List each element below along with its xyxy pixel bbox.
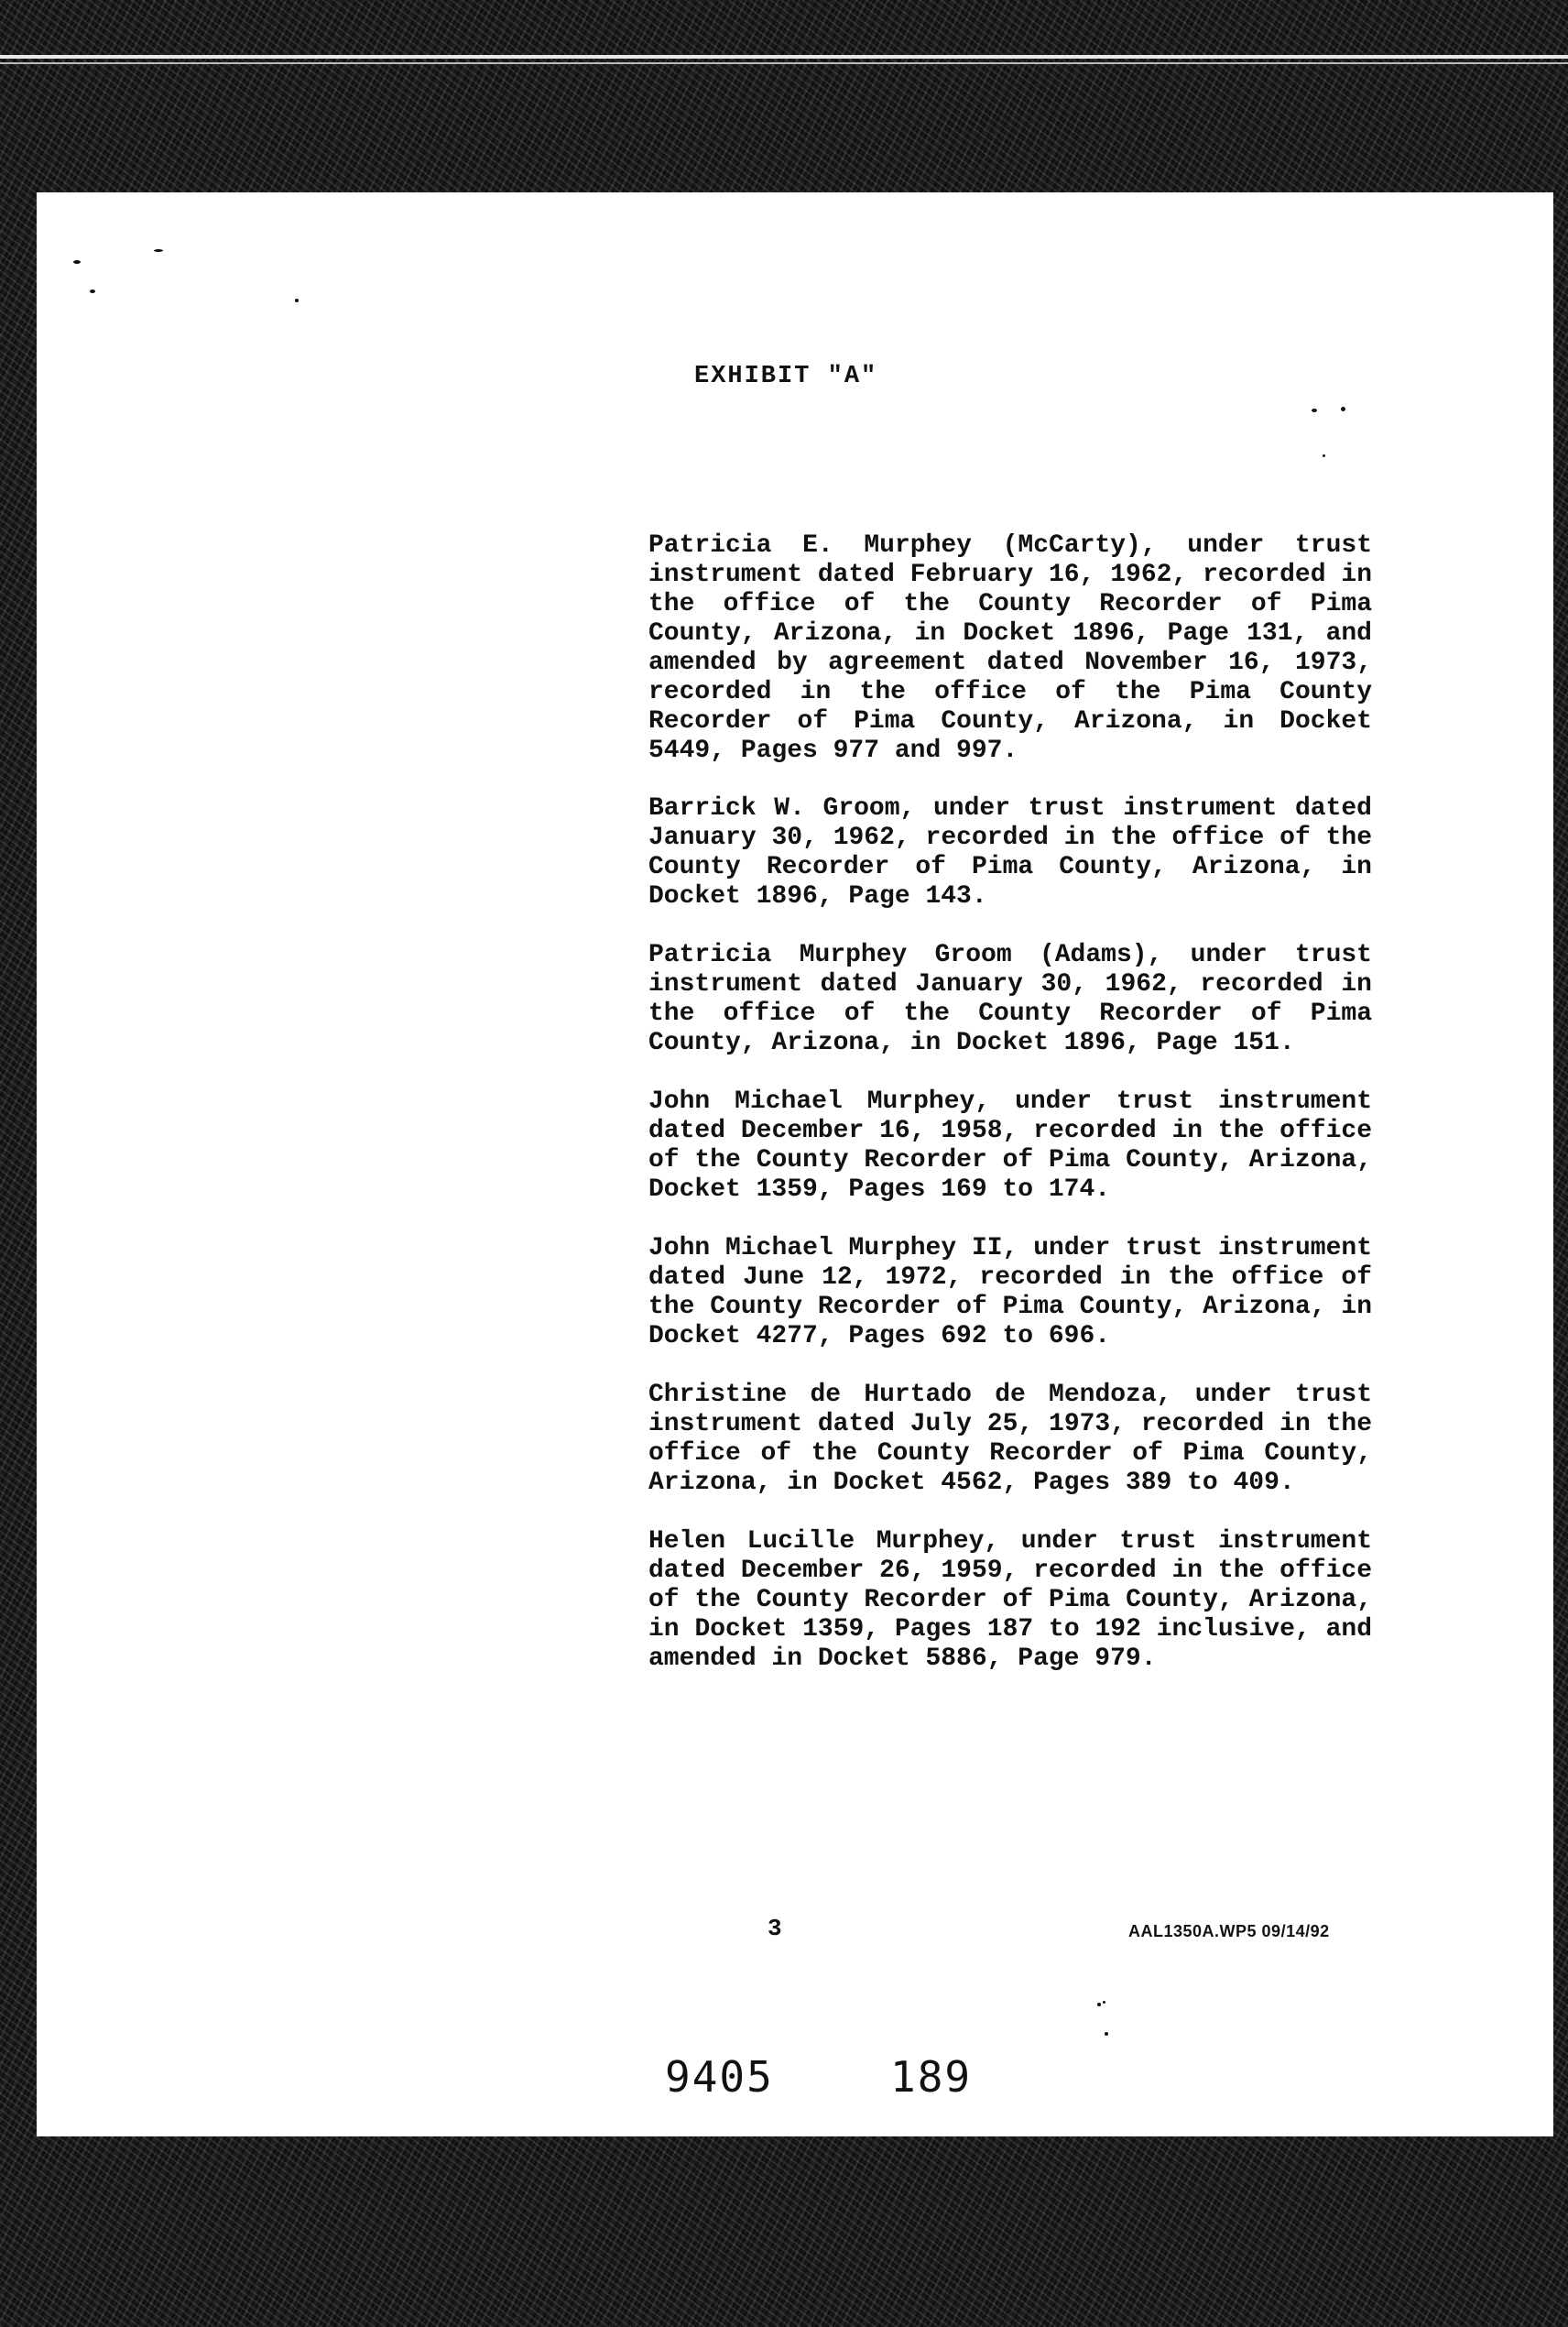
scan-speck — [1312, 409, 1317, 412]
scan-speck — [1341, 407, 1345, 411]
scan-speck — [1105, 2032, 1108, 2036]
page-number: 3 — [768, 1915, 782, 1942]
scan-speck — [295, 299, 299, 302]
trust-entry: Christine de Hurtado de Mendoza, under trust instrument dated July 25, 1973, recorded in the office of the County Recorder of Pima County, Arizona, in Docket 4562, Pages 389 to 409. — [648, 1381, 1372, 1497]
trust-entry: Helen Lucille Murphey, under trust instrument dated December 26, 1959, recorded in the office of the County Recorder of Pima County, Arizona, in Docket 1359, Pages 187 to 192 inclusive, and amended in Docket 5886, Page 979. — [648, 1527, 1372, 1673]
trust-entries — [648, 531, 1372, 1703]
trust-entry: Patricia Murphey Groom (Adams), under trust instrument dated January 30, 1962, recorded in the office of the County Recorder of Pima County, Arizona, in Docket 1896, Page 151. — [648, 941, 1372, 1057]
file-code: AAL1350A.WP5 09/14/92 — [1128, 1922, 1330, 1940]
recording-stamp-docket: 9405 — [665, 2052, 774, 2102]
exhibit-title: EXHIBIT "A" — [694, 363, 878, 390]
scan-top-rule-secondary — [0, 62, 1568, 64]
scan-speck — [73, 260, 81, 264]
scan-speck — [1097, 2003, 1101, 2006]
trust-entry: John Michael Murphey, under trust instrument dated December 16, 1958, recorded in the office of the County Recorder of Pima County, Arizona, Docket 1359, Pages 169 to 174. — [648, 1087, 1372, 1204]
trust-entry: Barrick W. Groom, under trust instrument dated January 30, 1962, recorded in the office of the County Recorder of Pima County, Arizona, in Docket 1896, Page 143. — [648, 794, 1372, 911]
scan-speck — [1323, 454, 1325, 457]
recording-stamp-page: 189 — [890, 2052, 973, 2102]
scan-speck — [154, 249, 163, 252]
trust-entry: Patricia E. Murphey (McCarty), under trust instrument dated February 16, 1962, recorded in the office of the County Recorder of Pima County, Arizona, in Docket 1896, Page 131, and amended by agreement dated November 16, 1973, recorded in the office of the Pima County Recorder of Pima County, Arizona, in Docket 5449, Pages 977 and 997. — [648, 531, 1372, 765]
trust-entry: John Michael Murphey II, under trust instrument dated June 12, 1972, recorded in the office of the County Recorder of Pima County, Arizona, in Docket 4277, Pages 692 to 696. — [648, 1234, 1372, 1350]
scan-top-rule — [0, 55, 1568, 59]
scan-speck — [1103, 2001, 1105, 2004]
scan-speck — [90, 290, 95, 293]
